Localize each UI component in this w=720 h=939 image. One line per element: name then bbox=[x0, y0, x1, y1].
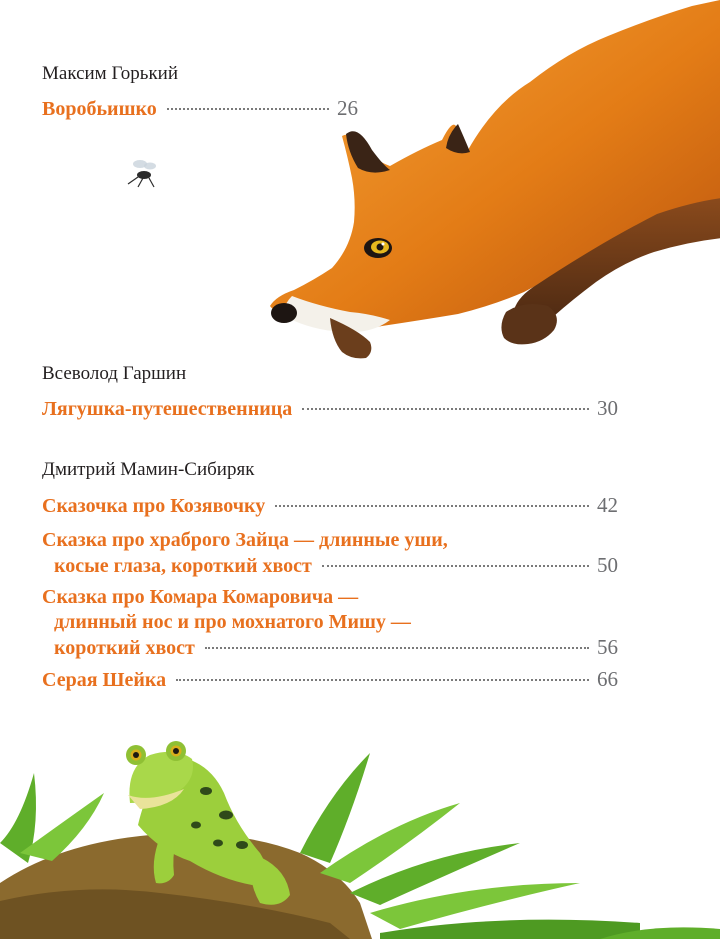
page-number: 56 bbox=[597, 635, 618, 659]
entry-title-line-1: Сказка про храброго Зайца — длинные уши, bbox=[42, 529, 448, 551]
author-garshin: Всеволод Гаршин bbox=[42, 363, 187, 384]
toc-entry-komar[interactable] bbox=[42, 585, 618, 661]
toc-entry-vorobyishko[interactable] bbox=[42, 96, 358, 122]
fly-icon bbox=[124, 156, 162, 190]
dot-leader bbox=[302, 408, 589, 410]
page-number: 30 bbox=[597, 396, 618, 420]
fox-illustration bbox=[262, 0, 720, 365]
toc-entry-zayats[interactable] bbox=[42, 528, 618, 579]
page-number: 26 bbox=[337, 96, 358, 120]
dot-leader bbox=[167, 108, 329, 110]
toc-entry-kozyavochka[interactable] bbox=[42, 493, 618, 519]
page-number: 66 bbox=[597, 667, 618, 691]
entry-title: Лягушка-путешественница bbox=[42, 398, 293, 420]
author-gorky: Максим Горький bbox=[42, 63, 179, 84]
toc-entry-lyagushka[interactable] bbox=[42, 396, 618, 422]
entry-title-line-2: косые глаза, короткий хвост bbox=[54, 555, 312, 577]
dot-leader bbox=[275, 505, 589, 507]
entry-title-line-2: длинный нос и про мохнатого Мишу — bbox=[54, 611, 411, 633]
dot-leader bbox=[205, 647, 589, 649]
toc-entry-seraya-sheyka[interactable] bbox=[42, 667, 618, 693]
entry-title: Воробьишко bbox=[42, 98, 157, 120]
dot-leader bbox=[176, 679, 589, 681]
author-mamin-sibiryak: Дмитрий Мамин-Сибиряк bbox=[42, 459, 255, 480]
entry-title-line-3: короткий хвост bbox=[54, 637, 195, 659]
page-number: 50 bbox=[597, 553, 618, 577]
entry-title-line-1: Сказка про Комара Комаровича — bbox=[42, 586, 359, 608]
entry-title: Серая Шейка bbox=[42, 669, 167, 691]
frog-grass-illustration bbox=[0, 733, 720, 939]
dot-leader bbox=[322, 565, 589, 567]
page-number: 42 bbox=[597, 493, 618, 517]
entry-title: Сказочка про Козявочку bbox=[42, 495, 266, 517]
